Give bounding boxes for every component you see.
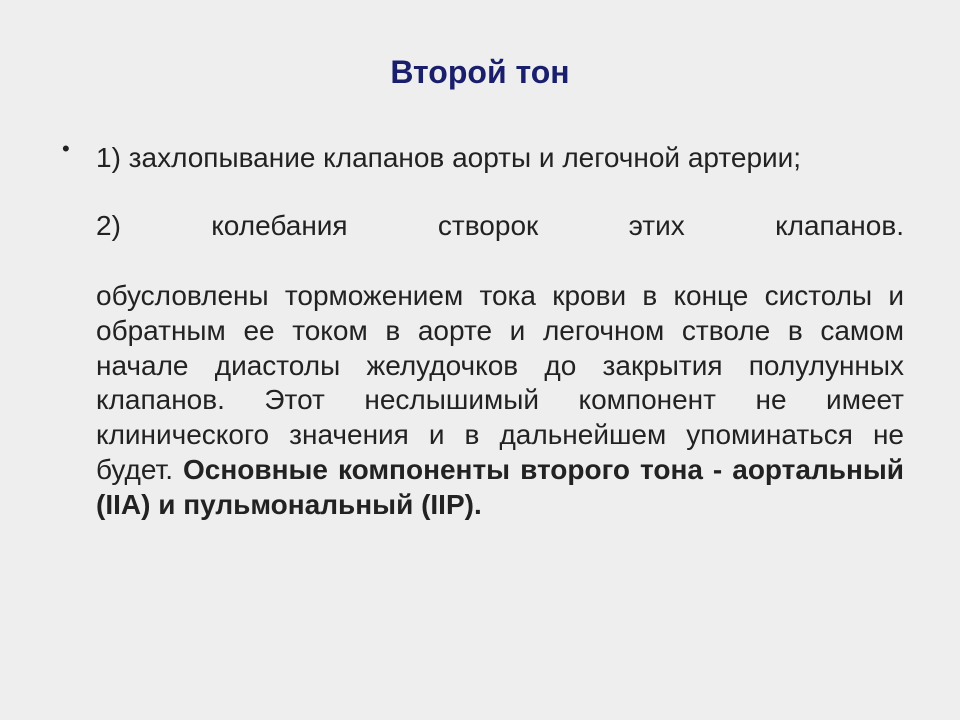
line-2-word: клапанов.: [775, 210, 904, 241]
bullet-icon: •: [62, 136, 70, 161]
body-line-2: [96, 208, 904, 244]
body-paragraph: [96, 279, 904, 523]
paragraph-normal-text: обусловлены торможением тока крови в конце систолы и обратным ее током в аорте и легочном стволе в самом начале диастолы желудочков до закрытия полулунных клапанов. Этот неслышимый компонент не имеет клинического значения и в дальнейшем упоминаться не будет.: [96, 280, 904, 485]
body-line-1: 1) захлопывание клапанов аорты и легочной артерии;: [96, 142, 802, 173]
line-2-word: створок: [437, 210, 539, 241]
paragraph-bold-text: Основные компоненты второго тона - аортальный (IIA) и пульмональный (IIP).: [96, 453, 904, 520]
line-2-word: 2): [96, 210, 121, 241]
slide-title: Второй тон: [390, 54, 570, 90]
line-2-word: этих: [628, 210, 685, 241]
line-2-word: колебания: [211, 210, 348, 241]
